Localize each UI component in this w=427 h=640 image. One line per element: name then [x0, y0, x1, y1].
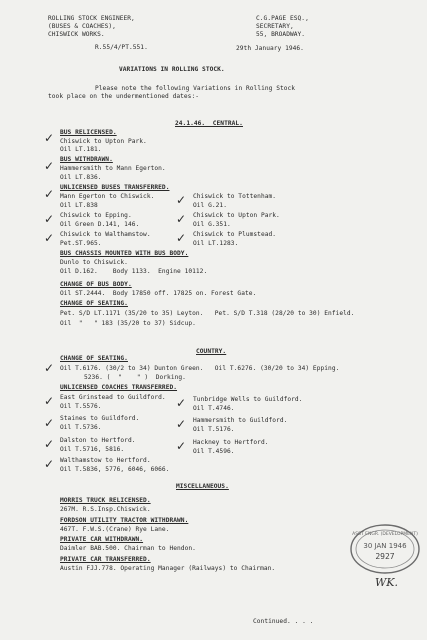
tick-mark-icon: ✓	[176, 231, 187, 245]
sender-line-3: CHISWICK WORKS.	[48, 31, 105, 38]
central-right-2: Oil G.21.	[193, 202, 227, 209]
recipient-line-3: 55, BROADWAY.	[256, 31, 306, 38]
country-seating-line-2: 5236. ( " " ) Dorking.	[84, 374, 186, 381]
chassis-line-1: Dunlo to Chiswick.	[60, 259, 128, 266]
recipient-line-2: SECRETARY,	[256, 23, 294, 30]
misc-heading: MISCELLANEOUS.	[176, 483, 229, 490]
central-left-7: UNLICENSED BUSES TRANSFERRED.	[60, 184, 170, 191]
country-right-4: Oil T.5176.	[193, 426, 235, 433]
tick-mark-icon: ✓	[44, 457, 55, 471]
coaches-heading: UNLICENSED COACHES TRANSFERRED.	[60, 384, 178, 391]
country-seating-heading: CHANGE OF SEATING.	[60, 355, 128, 362]
misc-line-4: 467T. F.W.S.(Crane) Rye Lane.	[60, 526, 170, 533]
tick-mark-icon: ✓	[176, 193, 187, 207]
tick-mark-icon: ✓	[44, 159, 55, 173]
central-left-5: Hammersmith to Mann Egerton.	[60, 165, 166, 172]
central-seating-line-1: Pet. S/D LT.1171 (35/20 to 35) Leyton. Pet. S/D T.318 (28/20 to 30) Enfield.	[60, 310, 355, 317]
central-left-2: Chiswick to Upton Park.	[60, 138, 147, 145]
tick-mark-icon: ✓	[176, 417, 187, 431]
stamp-dept: ASST ENGR. (DEVELOPMENT)	[352, 532, 418, 537]
central-left-11: Oil Green D.141, 146.	[60, 221, 140, 228]
country-left-3: Staines to Guildford.	[60, 415, 140, 422]
misc-line-5: PRIVATE CAR WITHDRAWN.	[60, 536, 144, 543]
tick-mark-icon: ✓	[44, 187, 55, 201]
central-left-13: Pet.ST.965.	[60, 240, 102, 247]
tick-mark-icon: ✓	[44, 212, 55, 226]
misc-line-3: FORDSON UTILITY TRACTOR WITHDRAWN.	[60, 517, 189, 524]
central-left-4: BUS WITHDRAWN.	[60, 156, 113, 163]
tick-mark-icon: ✓	[44, 131, 55, 145]
country-left-2: Oil T.5576.	[60, 403, 102, 410]
country-left-5: Dalston to Hertford.	[60, 437, 136, 444]
misc-line-8: Austin FJJ.778. Operating Manager (Railways) to Chairman.	[60, 565, 276, 572]
recipient-line-1: C.G.PAGE ESQ.,	[256, 15, 309, 22]
tick-mark-icon: ✓	[176, 439, 187, 453]
misc-line-2: 267M. R.S.Insp.Chiswick.	[60, 506, 151, 513]
country-heading: COUNTRY.	[196, 348, 227, 355]
tick-mark-icon: ✓	[44, 394, 55, 408]
body-change-heading: CHANGE OF BUS BODY.	[60, 281, 132, 288]
country-left-6: Oil T.5716, 5816.	[60, 446, 125, 453]
tick-mark-icon: ✓	[176, 396, 187, 410]
intro-line-1: Please note the following Variations in Rolling Stock	[95, 85, 296, 92]
central-right-5: Chiswick to Plumstead.	[193, 231, 277, 238]
country-right-6: Oil T.4596.	[193, 448, 235, 455]
document-title: VARIATIONS IN ROLLING STOCK.	[119, 66, 225, 73]
received-stamp	[349, 522, 421, 576]
tick-mark-icon: ✓	[176, 212, 187, 226]
country-left-7: Walthamstow to Hertford.	[60, 457, 151, 464]
stamp-number: 2927	[375, 552, 395, 561]
tick-mark-icon: ✓	[44, 437, 55, 451]
central-right-4: Oil G.351.	[193, 221, 231, 228]
country-left-4: Oil T.5736.	[60, 424, 102, 431]
central-left-6: Oil LT.836.	[60, 174, 102, 181]
misc-line-7: PRIVATE CAR TRANSFERRED.	[60, 556, 151, 563]
central-heading: 24.1.46. CENTRAL.	[175, 120, 243, 127]
central-left-3: Oil LT.181.	[60, 146, 102, 153]
tick-mark-icon: ✓	[44, 361, 55, 375]
sender-line-1: ROLLING STOCK ENGINEER,	[48, 15, 135, 22]
country-left-1: East Grinstead to Guildford.	[60, 394, 166, 401]
misc-line-6: Daimler BAB.500. Chairman to Hendon.	[60, 545, 196, 552]
tick-mark-icon: ✓	[44, 231, 55, 245]
central-left-10: Chiswick to Epping.	[60, 212, 132, 219]
misc-line-1: MORRIS TRUCK RELICENSED.	[60, 497, 151, 504]
country-right-5: Hackney to Hertford.	[193, 439, 269, 446]
central-left-12: Chiswick to Walthamstow.	[60, 231, 151, 238]
reference-number: R.55/4/PT.551.	[95, 44, 148, 51]
intro-line-2: took place on the undermentioned dates:-	[48, 93, 200, 100]
country-seating-line-1: Oil T.6176. (30/2 to 34) Dunton Green. Oil T.6276. (30/20 to 34) Epping.	[60, 365, 340, 372]
central-right-1: Chiswick to Tottenham.	[193, 193, 277, 200]
country-right-1: Tunbridge Wells to Guildford.	[193, 396, 303, 403]
central-left-1: BUS RELICENSED.	[60, 129, 117, 136]
body-change-line: Oil ST.2444. Body 17850 off. 17825 on. Forest Gate.	[60, 290, 257, 297]
central-left-9: Oil LT.838	[60, 202, 98, 209]
letter-date: 29th January 1946.	[236, 45, 304, 52]
chassis-heading: BUS CHASSIS MOUNTED WITH BUS BODY.	[60, 250, 189, 257]
chassis-line-2: Oil D.162. Body 1133. Engine 10112.	[60, 268, 208, 275]
central-seating-line-2: Oil " " 183 (35/20 to 37) Sidcup.	[60, 320, 196, 327]
central-right-6: Oil LT.1283.	[193, 240, 239, 247]
central-right-3: Chiswick to Upton Park.	[193, 212, 280, 219]
handwritten-initials: WK.	[375, 576, 399, 589]
central-left-8: Mann Egerton to Chiswick.	[60, 193, 155, 200]
sender-line-2: (BUSES & COACHES),	[48, 23, 116, 30]
stamp-date: 30 JAN 1946	[363, 542, 407, 550]
tick-mark-icon: ✓	[44, 416, 55, 430]
country-right-3: Hammersmith to Guildford.	[193, 417, 288, 424]
country-right-2: Oil T.4746.	[193, 405, 235, 412]
continued-footer: Continued. . . .	[253, 618, 314, 625]
central-seating-heading: CHANGE OF SEATING.	[60, 300, 128, 307]
country-left-8: Oil T.5836, 5776, 6046, 6066.	[60, 466, 170, 473]
